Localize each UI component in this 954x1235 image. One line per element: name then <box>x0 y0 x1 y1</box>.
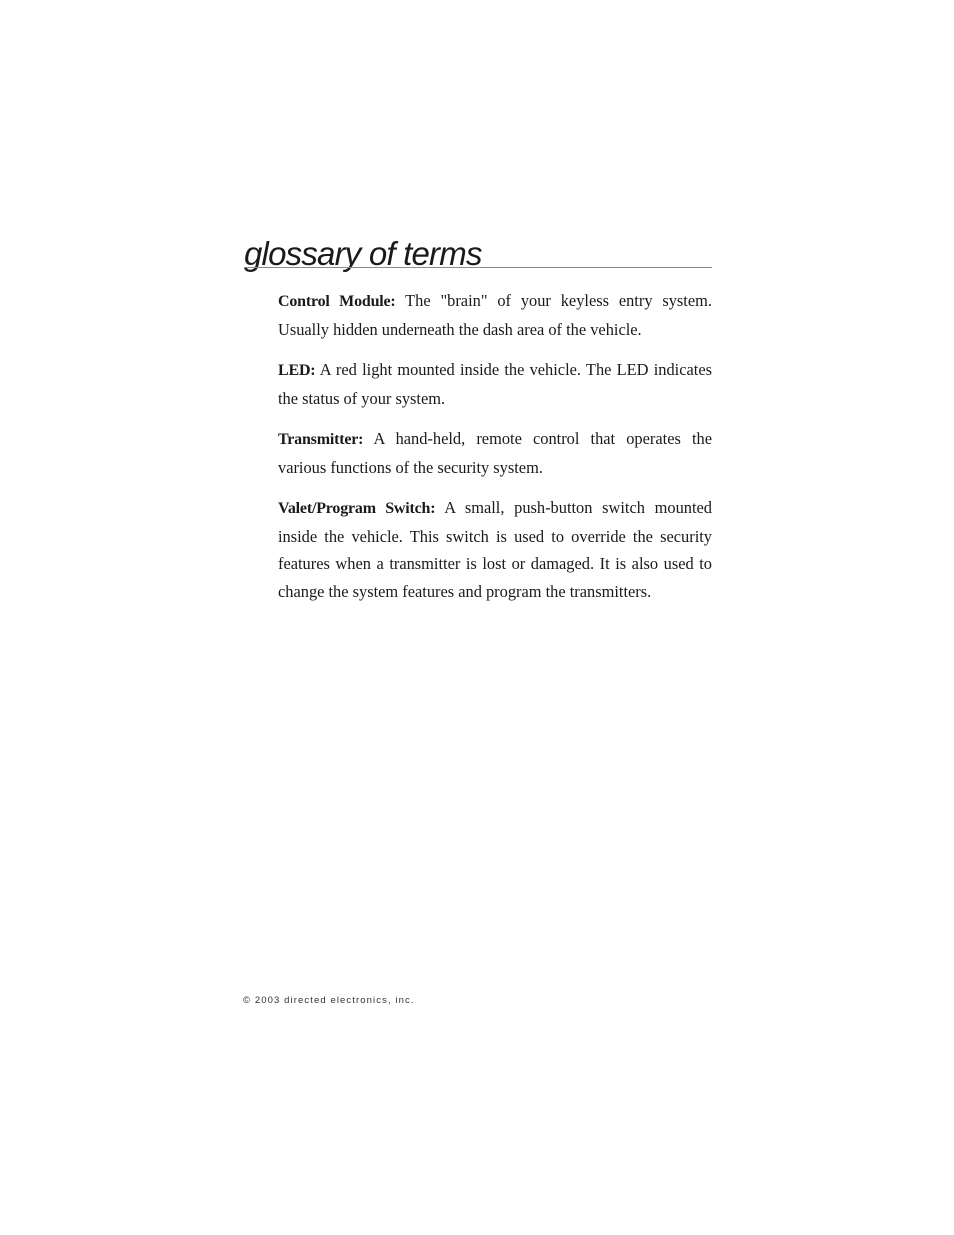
glossary-definition: A small, push-button switch mounted inside the vehicle. This switch is used to override the security features when a transmitter is lost or damaged. It is also used to change the system features and program the transmitters. <box>278 498 712 601</box>
title-divider <box>244 267 712 268</box>
glossary-term: Valet/Program Switch: <box>278 500 436 517</box>
glossary-entry-valet-program-switch <box>278 494 712 605</box>
page-title: glossary of terms <box>244 235 482 272</box>
glossary-entry-transmitter <box>278 425 712 481</box>
glossary-term: Transmitter: <box>278 431 364 448</box>
glossary-term: LED: <box>278 362 316 379</box>
glossary-definition: The "brain" of your keyless entry system. Usually hidden underneath the dash area of the vehicle. <box>278 291 712 339</box>
glossary-list <box>278 287 712 618</box>
glossary-entry-led <box>278 356 712 412</box>
page-heading <box>244 232 712 272</box>
glossary-entry-control-module <box>278 287 712 343</box>
glossary-definition: A red light mounted inside the vehicle. The LED indicates the status of your system. <box>278 360 712 408</box>
copyright-footer: © 2003 directed electronics, inc. <box>243 995 415 1006</box>
glossary-term: Control Module: <box>278 293 396 310</box>
glossary-definition: A hand-held, remote control that operates the various functions of the security system. <box>278 429 712 477</box>
